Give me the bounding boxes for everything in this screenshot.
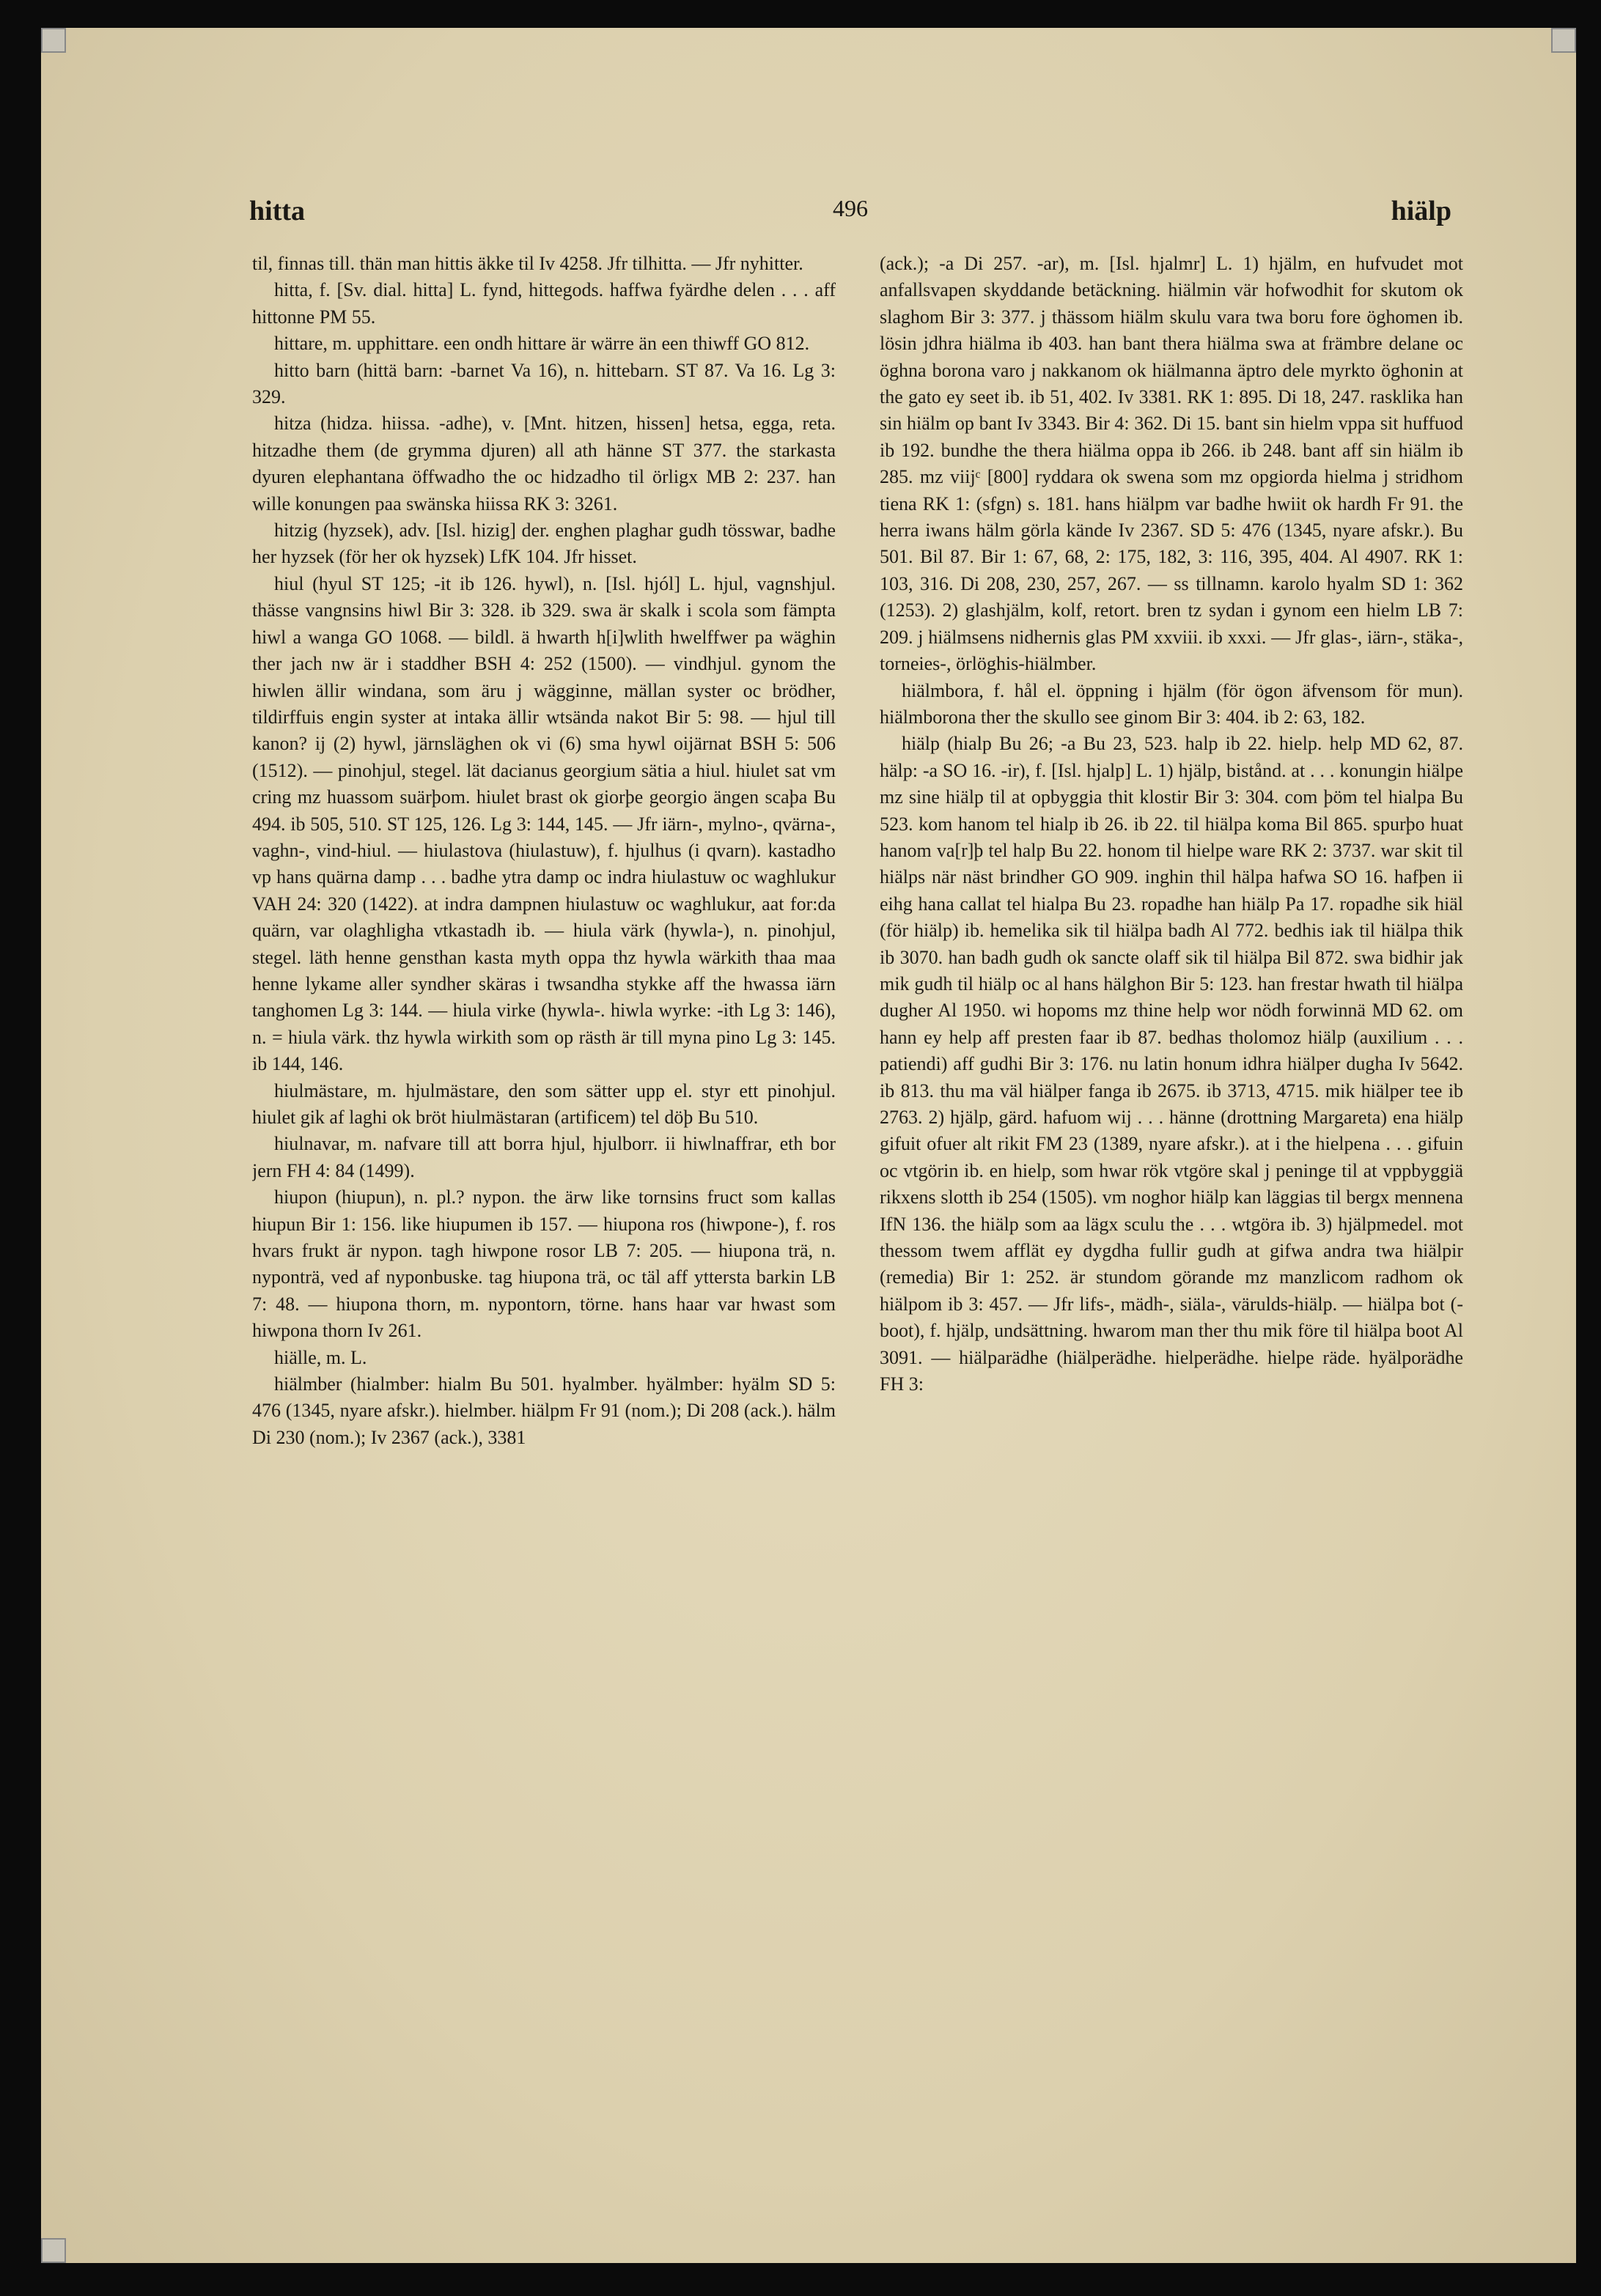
dictionary-entry: hitzig (hyzsek), adv. [Isl. hizig] der. enghen plaghar gudh tösswar, badhe her hyzsek (för her ok hyzsek) LfK 104. Jfr hisset. [252,520,836,568]
dictionary-entry: til, finnas till. thän man hittis äkke til Iv 4258. Jfr tilhitta. — Jfr nyhitter. [252,253,803,274]
dictionary-entry: hiulnavar, m. nafvare till att borra hjul, hjulborr. ii hiwlnaffrar, eth bor jern FH 4: 84 (1499). [252,1133,836,1181]
dictionary-entry: hiulmästare, m. hjulmästare, den som sätter upp el. styr ett pinohjul. hiulet gik af laghi ok bröt hiulmästaran (artificem) tel döþ Bu 510. [252,1079,836,1128]
dictionary-entry: hittare, m. upphittare. een ondh hittare är wärre än een thiwff GO 812. [274,333,810,355]
scan-corner-marker [1551,28,1576,53]
header-right-catchword: hiälp [1391,196,1451,226]
scan-corner-marker [41,28,66,53]
right-column [880,251,1463,2185]
dictionary-entry: hiupon (hiupun), n. pl.? nypon. the ärw like tornsins fruct som kallas hiupun Bir 1: 156. like hiupumen ib 157. — hiupona ros (hiwpone-), f. ros hvars frukt är nypon. tagh hiwpone rosor LB 7: 205. — hiupona trä, n. nyponträ, ved af nyponbuske. tag hiupona trä, oc täl aff yttersta barkin LB 7: 48. — hiupona thorn, m. nypontorn, törne. hans haar var hwast som hiwpona thorn Iv 261. [252,1186,836,1342]
header-left-catchword: hitta [249,196,305,226]
dictionary-entry: hiälp (hialp Bu 26; -a Bu 23, 523. halp ib 22. hielp. help MD 62, 87. hälp: -a SO 16. -ir), f. [Isl. hjalp] L. 1) hjälp, bistånd. at . . . konungin hiälpe mz sine hiälp til at opbyggia thit klostir Bir 3: 304. com þöm tel hialpa Bu 523. kom hanom tel hialp ib 26. ib 22. til hiälpa koma Bil 865. spurþo huat hanom va[r]þ tel halp Bu 22. honom til hielpe ware RK 2: 3737. war skit til hiälps när näst brindher GO 909. inghin thil hälpa hafwa SO 16. hafþen ii eihg hana callat tel hialpa Bu 23. ropadhe han hiälp Pa 17. ropadhe sik hiäl (för hiälp) ib. hemelika sik til hiälpa badh Al 772. bedhis iak til hiälpa thik ib 3070. han badh gudh ok sancte olaff sik til hiälpa Bil 872. swa bidhir jak mik gudh til hiälp oc al hans hälghon Bir 5: 123. han frestar hwath til hiälpa dugher Al 1950. wi hopoms mz thine help wor nödh forwinnä MD 62. om hann ey help aff presten faar ib 87. bedhas tholomoz hiälp (auxilium . . . patiendi) aff gudhi Bir 3: 176. nu latin honum idhra hiälper dugha Iv 5642. ib 813. thu ma väl hiälper fanga ib 2675. ib 3713, 4715. mik hiälper tee ib 2763. 2) hjälp, gärd. hafuom wij . . . hänne (drottning Margareta) ena hiälp gifuit ofuer alt rikit FM 23 (1389, nyare afskr.). at i the hielpena . . . gifuin oc vtgörin ib. en hielp, som hwar rök vtgöre skal j peninge til at vppbyggiä rikxens slotth ib 254 (1505). vm noghor hiälp kan läggias til bergx mennena IfN 136. the hiälp som aa lägx sculu the . . . wtgöra ib. 3) hjälpmedel. mot thessom twem afflät ey dygdha fullir gudh at gifwa andra twa hiälpir (remedia) Bir 1: 252. är stundom görande mz manzlicom radhom ok hiälpom ib 3: 457. — Jfr lifs-, mädh-, siäla-, värulds-hiälp. — hiälpa bot (-boot), f. hjälp, undsättning. hwarom man ther thu mik före til hiälpa boot Al 3091. — hiälparädhe (hiälperädhe. hielperädhe. hielpe räde. hyälporädhe FH 3: [880,733,1463,1395]
scan-corner-marker [41,2238,66,2263]
dictionary-entry: (ack.); -a Di 257. -ar), m. [Isl. hjalmr] L. 1) hjälm, en hufvudet mot anfallsvapen skyddande betäckning. hiälmin vär hofwodhit for skutom ok slaghom Bir 3: 377. j thässom hiälm skulu vara twa boru fore öghomen ib. lösin jdhra hiälma ib 403. han bant thera hiälma swa at främbre delane oc öghna borona varo j nakkanom ok hiälmanna äptro dele myrkto öghonin at the gato ey seet ib. ib 51, 402. Iv 3381. RK 1: 895. Di 18, 247. rasklika han sin hiälm op bant Iv 3343. Bir 4: 362. Di 15. bant sin hielm vppa sit huffuod ib 192. bundhe the thera hiälma oppa ib 266. ib 248. bant aff sin hiälm ib 285. mz viijᶜ [800] ryddara ok swena som mz opgiorda hielma j stridhom tiena RK 1: (sfgn) s. 181. hans hiälpm var badhe hwiit ok hardh Fr 91. the herra iwans hälm görla kände Iv 2367. SD 5: 476 (1345, nyare afskr.). Bu 501. Bil 87. Bir 1: 67, 68, 2: 175, 182, 3: 116, 395, 404. Al 4907. RK 1: 103, 316. Di 208, 230, 257, 267. — ss tillnamn. karolo hyalm SD 1: 362 (1253). 2) glashjälm, kolf, retort. bren tz sydan i gynom een hielm LB 7: 209. j hiälmsens nidhernis glas PM xxviii. ib xxxi. — Jfr glas-, iärn-, stäka-, torneies-, örlöghis-hiälmber. [880,253,1463,675]
dictionary-entry: hitto barn (hittä barn: -barnet Va 16), n. hittebarn. ST 87. Va 16. Lg 3: 329. [252,359,836,408]
dictionary-entry: hitza (hidza. hiissa. -adhe), v. [Mnt. hitzen, hissen] hetsa, egga, reta. hitzadhe them (de grymma djuren) all ath hänne ST 377. the starkasta dyuren elephantana öffwadho the oc hidzadho til örligx MB 2: 237. han wille konungen paa swänska hiissa RK 3: 3261. [252,413,836,514]
dictionary-entry: hiul (hyul ST 125; -it ib 126. hywl), n. [Isl. hjól] L. hjul, vagnshjul. thässe vangnsins hiwl Bir 3: 328. ib 329. swa är skalk i scola som fämpta hiwl a wanga GO 1068. — bildl. ä hwarth h[i]wlith hwelffwer pa wäghin ther jach nw är i staddher BSH 4: 252 (1500). — vindhjul. gynom the hiwlen ällir windana, som äru j wägginne, mällan syster oc brödher, tildirffuis engin syster at intaka ällir wtsända nakot Bir 5: 98. — hjul till kanon? ij (2) hywl, järnsläghen ok vi (6) sma hywl oijärnat BSH 5: 506 (1512). — pinohjul, stegel. lät dacianus georgium sätia a hiul. hiulet sat vm cring mz huassom suärþom. hiulet brast ok giorþe georgio ängen scaþa Bu 494. ib 505, 510. ST 125, 126. Lg 3: 144, 145. — Jfr iärn-, mylno-, qvärna-, vaghn-, vind-hiul. — hiulastova (hiulastuw), f. hjulhus (i qvarn). kastadho vp hans quärna damp . . . badhe ytra damp oc indra hiulastuw oc waghlukur VAH 24: 320 (1422). at indra dampnen hiulastuw oc waghlukur, aat for:da quärn, var olaghligha vtkastadh ib. — hiula värk (hywla-), n. pinohjul, stegel. läth henne gensthan kasta myth oppa thz hywla wärkith thaa maa henne lykame aller syndher skäras i twsandha stykke aff the hwassa iärn tanghomen Lg 3: 144. — hiula virke (hywla-. hiwla wyrke: -ith Lg 3: 146), n. = hiula värk. thz hywla wirkith som op rästh är till myna pino Lg 3: 145. ib 144, 146. [252,572,836,1075]
dictionary-entry: hiälmbora, f. hål el. öppning i hjälm (för ögon äfvensom för mun). hiälmborona ther the skullo see ginom Bir 3: 404. ib 2: 63, 182. [880,679,1463,728]
left-column [252,251,836,2185]
page-number: 496 [833,195,868,221]
page-header [249,195,1451,239]
dictionary-entry: hitta, f. [Sv. dial. hitta] L. fynd, hittegods. haffwa fyärdhe delen . . . aff hittonne PM 55. [252,279,836,328]
dictionary-entry: hiälmber (hialmber: hialm Bu 501. hyalmber. hyälmber: hyälm SD 5: 476 (1345, nyare afskr.). hielmber. hiälpm Fr 91 (nom.); Di 208 (ack.). hälm Di 230 (nom.); Iv 2367 (ack.), 3381 [252,1373,836,1448]
dictionary-entry: hiälle, m. L. [274,1346,367,1368]
